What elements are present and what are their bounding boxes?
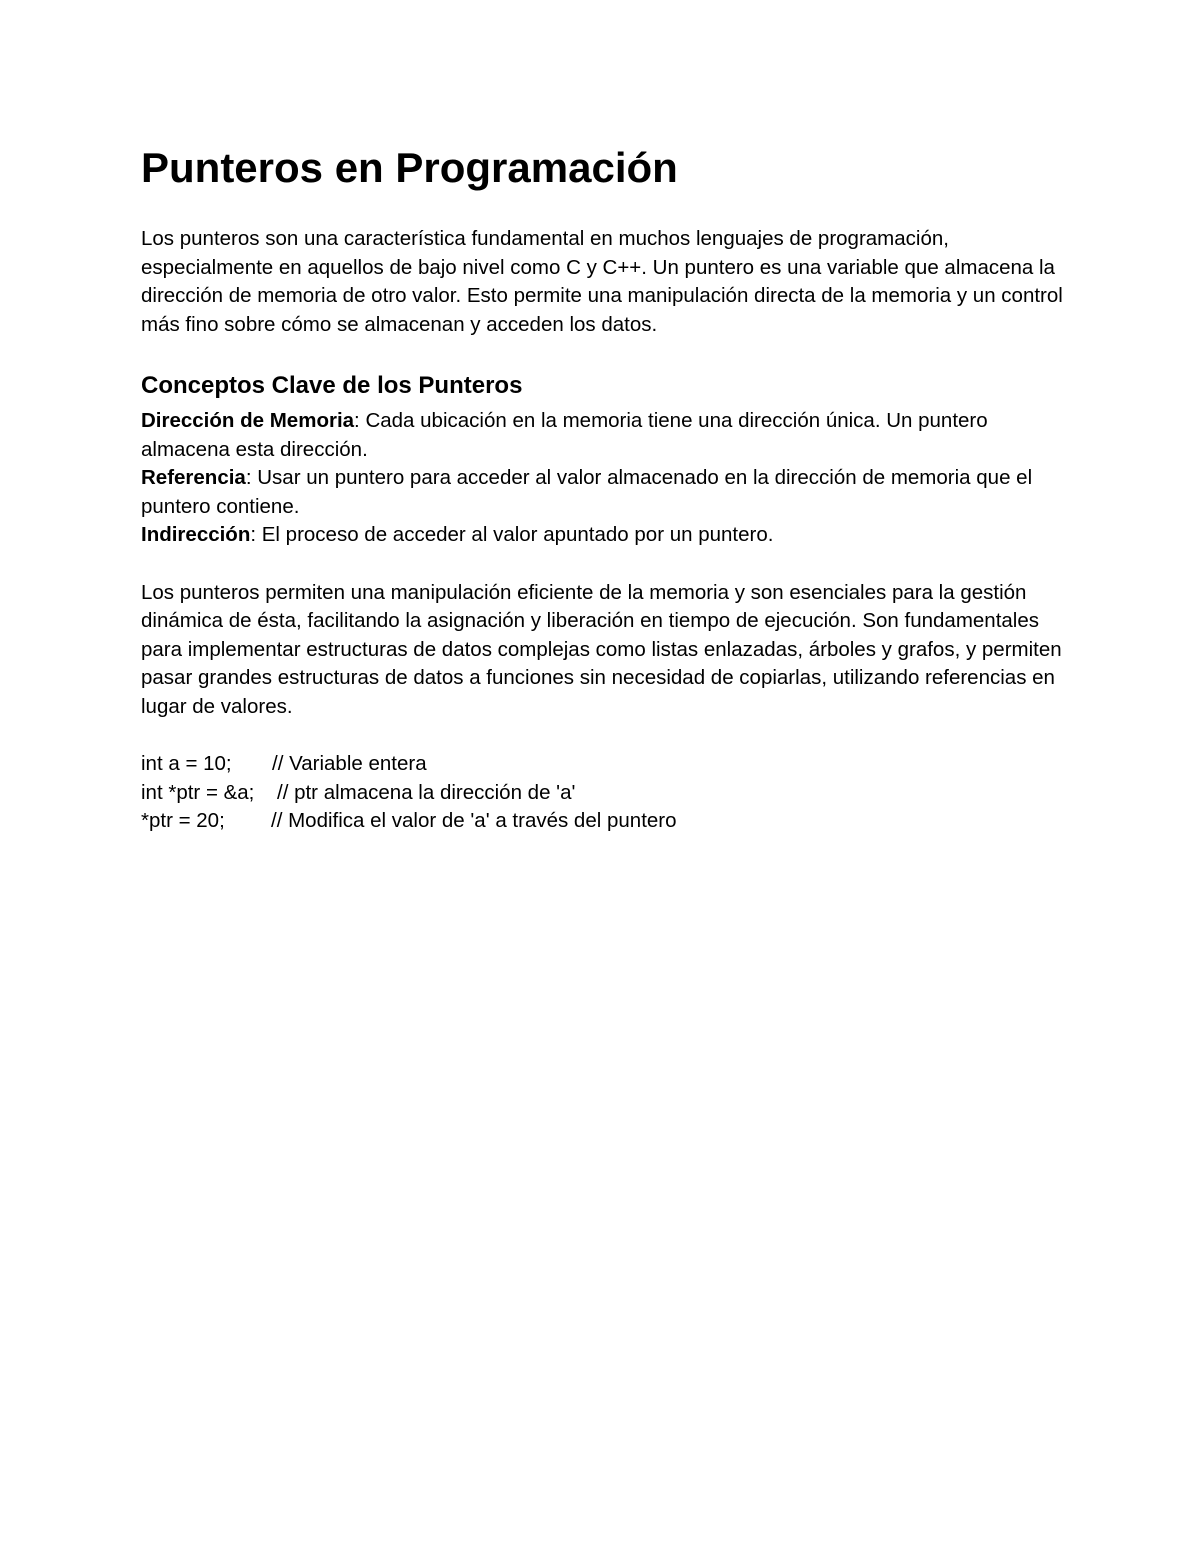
concept-term: Referencia <box>141 466 246 489</box>
document-page <box>141 138 1071 836</box>
code-line <box>141 779 1071 808</box>
concepts-list <box>141 407 1071 550</box>
concept-item <box>141 464 1071 521</box>
code-statement: int a = 10; <box>141 752 232 775</box>
code-block <box>141 750 1071 836</box>
concept-item <box>141 407 1071 464</box>
code-comment: // Modifica el valor de 'a' a través del puntero <box>271 809 677 832</box>
body-paragraph: Los punteros permiten una manipulación eficiente de la memoria y son esenciales para la gestión dinámica de ésta, facilitando la asignación y liberación en tiempo de ejecución. Son fundamentales para implementar estructuras de datos complejas como listas enlazadas, árboles y grafos, y permiten pasar grandes estructuras de datos a funciones sin necesidad de copiarlas, utilizando referencias en lugar de valores. <box>141 580 1062 718</box>
code-line <box>141 750 1071 779</box>
concept-definition: : El proceso de acceder al valor apuntado por un puntero. <box>250 523 774 546</box>
concept-item <box>141 521 1071 550</box>
code-statement: *ptr = 20; <box>141 809 225 832</box>
intro-paragraph: Los punteros son una característica fundamental en muchos lenguajes de programación, especialmente en aquellos de bajo nivel como C y C++. Un puntero es una variable que almacena la dirección de memoria de otro valor. Esto permite una manipulación directa de la memoria y un control más fino sobre cómo se almacenan y acceden los datos. <box>141 227 1063 336</box>
code-comment: // ptr almacena la dirección de 'a' <box>277 780 576 804</box>
concept-term: Dirección de Memoria <box>141 409 355 432</box>
page-title: Punteros en Programación <box>141 144 678 191</box>
section-heading: Conceptos Clave de los Punteros <box>141 372 523 399</box>
concept-definition: : Cada ubicación en la memoria tiene una dirección única. Un puntero almacena esta dirección. <box>141 409 988 461</box>
code-comment: // Variable entera <box>272 752 427 775</box>
code-statement: int *ptr = &a; <box>141 780 255 804</box>
code-line <box>141 807 1071 836</box>
concept-definition: : Usar un puntero para acceder al valor almacenado en la dirección de memoria que el puntero contiene. <box>141 466 1033 518</box>
concept-term: Indirección <box>141 523 251 546</box>
